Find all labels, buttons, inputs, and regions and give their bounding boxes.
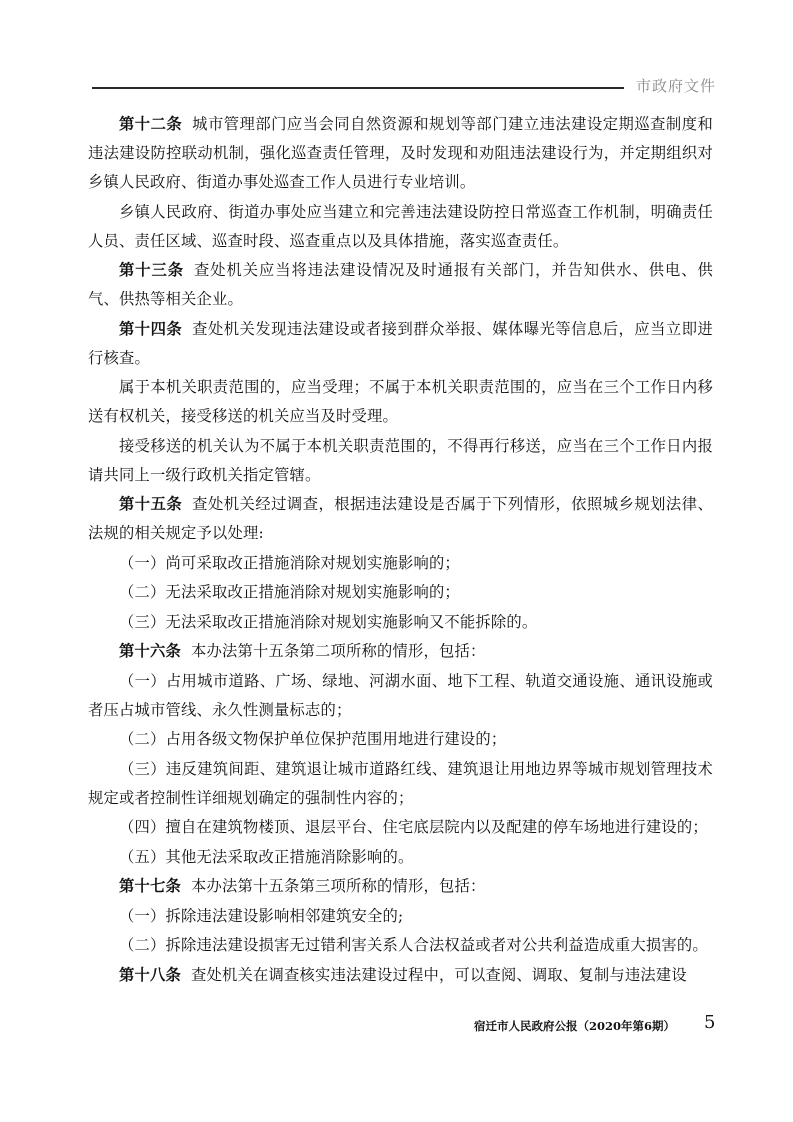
paragraph-text: 本办法第十五条第二项所称的情形，包括： <box>191 642 486 660</box>
list-item <box>88 608 713 637</box>
list-item <box>88 549 713 578</box>
paragraph-text: 查处机关在调查核实违法建设过程中，可以查阅、调取、复制与违法建设 <box>191 965 687 984</box>
paragraph-text: （三）违反建筑间距、建筑退让城市道路红线、建筑退让用地边界等城市规划管理技术规定或者控制性详细规划确定的强制性内容的； <box>88 759 713 807</box>
article-number: 第十四条 <box>119 319 183 338</box>
document-body <box>88 110 713 990</box>
list-item <box>88 843 713 872</box>
paragraph <box>88 637 713 666</box>
paragraph-text: （五）其他无法采取改正措施消除影响的。 <box>119 847 414 866</box>
list-item <box>88 902 713 931</box>
list-item <box>88 813 713 842</box>
list-item <box>88 725 713 754</box>
paragraph <box>88 256 713 314</box>
paragraph-text: 查处机关应当将违法建设情况及时通报有关部门，并告知供水、供电、供气、供热等相关企业。 <box>88 261 713 308</box>
paragraph-text: 查处机关经过调查，根据违法建设是否属于下列情形，依照城乡规划法律、法规的相关规定予以处理: <box>88 495 713 542</box>
paragraph-text: （三）无法采取改正措施消除对规划实施影响又不能拆除的。 <box>119 612 538 631</box>
list-item <box>88 667 713 725</box>
paragraph-text: 查处机关发现违法建设或者接到群众举报、媒体曝光等信息后，应当立即进行核查。 <box>88 319 713 367</box>
article-number: 第十六条 <box>119 642 181 660</box>
article-number: 第十五条 <box>119 495 183 513</box>
paragraph-text: （四）擅自在建筑物楼顶、退层平台、住宅底层院内以及配建的停车场地进行建设的； <box>119 818 708 836</box>
paragraph <box>88 373 713 431</box>
header-rule <box>92 87 624 89</box>
paragraph <box>88 872 713 901</box>
paragraph <box>88 432 713 490</box>
paragraph-text: （二）无法采取改正措施消除对规划实施影响的； <box>119 583 460 601</box>
list-item <box>88 578 713 607</box>
paragraph <box>88 961 713 990</box>
paragraph-text: 接受移送的机关认为不属于本机关职责范围的，不得再行移送，应当在三个工作日内报请共同上一级行政机关指定管辖。 <box>88 436 713 484</box>
article-number: 第十三条 <box>119 261 184 279</box>
paragraph-text: （二）拆除违法建设损害无过错利害关系人合法权益或者对公共利益造成重大损害的。 <box>119 936 708 954</box>
paragraph-text: （二）占用各级文物保护单位保护范围用地进行建设的； <box>119 730 507 748</box>
paragraph-text: （一）占用城市道路、广场、绿地、河湖水面、地下工程、轨道交通设施、通讯设施或者压占城市管线、永久性测量标志的； <box>88 671 713 719</box>
paragraph <box>88 315 713 373</box>
paragraph-text: （一）尚可采取改正措施消除对规划实施影响的； <box>119 553 460 572</box>
paragraph-text: 属于本机关职责范围的，应当受理；不属于本机关职责范围的，应当在三个工作日内移送有权机关，接受移送的机关应当及时受理。 <box>88 378 713 425</box>
paragraph-text: （一）拆除违法建设影响相邻建筑安全的; <box>119 906 404 925</box>
article-number: 第十八条 <box>119 965 181 984</box>
header-label: 市政府文件 <box>636 77 717 95</box>
page-number: 5 <box>704 1012 716 1033</box>
article-number: 第十七条 <box>119 877 181 895</box>
list-item <box>88 755 713 813</box>
article-number: 第十二条 <box>119 115 183 133</box>
list-item <box>88 931 713 960</box>
paragraph <box>88 110 713 197</box>
paragraph-text: 乡镇人民政府、街道办事处应当建立和完善违法建设防控日常巡查工作机制，明确责任人员、责任区域、巡查时段、巡查重点以及具体措施，落实巡查责任。 <box>88 202 713 250</box>
paragraph <box>88 198 713 256</box>
paragraph <box>88 490 713 548</box>
paragraph-text: 本办法第十五条第三项所称的情形，包括： <box>191 877 486 895</box>
footer-publication-title: 宿迁市人民政府公报（2020年第6期） <box>474 1019 676 1033</box>
paragraph-text: 城市管理部门应当会同自然资源和规划等部门建立违法建设定期巡查制度和违法建设防控联动机制，强化巡查责任管理，及时发现和劝阻违法建设行为，并定期组织对乡镇人民政府、街道办事处巡查工作人员进行专业培训。 <box>88 115 713 191</box>
